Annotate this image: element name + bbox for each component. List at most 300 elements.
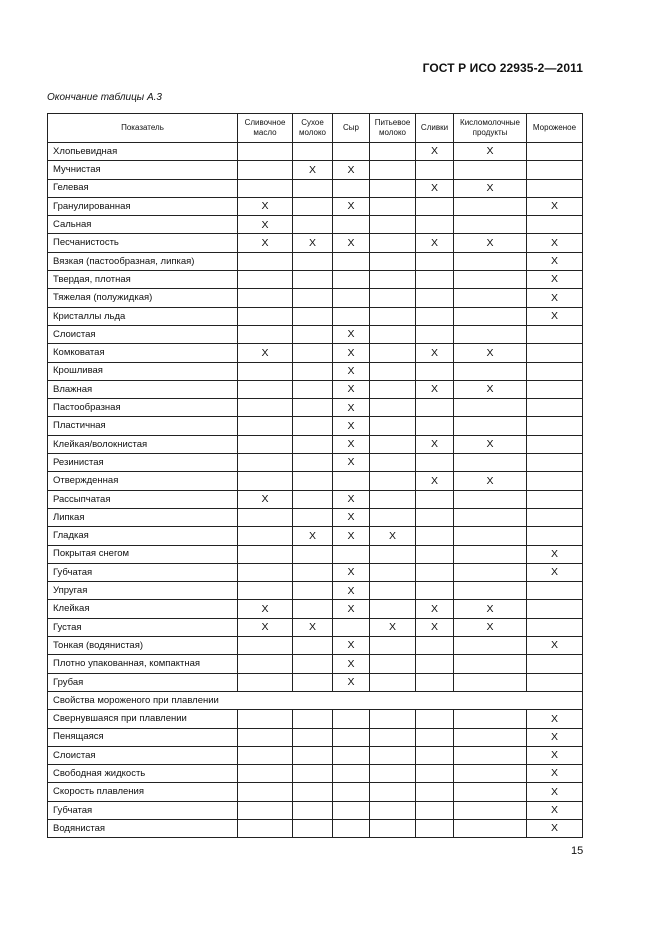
row-label: Слоистая [48, 325, 238, 343]
table-caption: Окончание таблицы А.3 [47, 92, 162, 103]
table-row [48, 179, 583, 197]
mark-cell [293, 325, 333, 343]
table-row [48, 563, 583, 581]
mark-cell [293, 673, 333, 691]
mark-cell [454, 765, 527, 783]
mark-cell: X [370, 527, 416, 545]
mark-cell: X [333, 362, 370, 380]
mark-cell [454, 637, 527, 655]
column-header-dry-milk: Сухое молоко [293, 114, 333, 143]
mark-cell [238, 563, 293, 581]
row-label: Упругая [48, 582, 238, 600]
mark-cell [527, 435, 583, 453]
mark-cell: X [454, 600, 527, 618]
table-row [48, 325, 583, 343]
mark-cell [454, 655, 527, 673]
mark-cell [416, 216, 454, 234]
mark-cell [527, 161, 583, 179]
table-row [48, 637, 583, 655]
mark-cell [416, 325, 454, 343]
table-row [48, 673, 583, 691]
table-row [48, 710, 583, 728]
mark-cell [238, 435, 293, 453]
mark-cell: X [333, 344, 370, 362]
mark-cell [238, 179, 293, 197]
mark-cell [416, 728, 454, 746]
mark-cell [293, 728, 333, 746]
mark-cell [293, 399, 333, 417]
row-label: Песчанистость [48, 234, 238, 252]
mark-cell: X [527, 710, 583, 728]
mark-cell [370, 307, 416, 325]
mark-cell [238, 362, 293, 380]
mark-cell [527, 417, 583, 435]
mark-cell [238, 673, 293, 691]
row-label: Крошливая [48, 362, 238, 380]
row-label: Твердая, плотная [48, 271, 238, 289]
mark-cell [527, 380, 583, 398]
mark-cell [238, 307, 293, 325]
mark-cell [238, 746, 293, 764]
mark-cell: X [333, 197, 370, 215]
mark-cell [370, 399, 416, 417]
mark-cell [293, 765, 333, 783]
mark-cell [238, 765, 293, 783]
mark-cell: X [416, 344, 454, 362]
mark-cell [293, 380, 333, 398]
mark-cell [370, 417, 416, 435]
mark-cell [454, 783, 527, 801]
mark-cell [416, 161, 454, 179]
table-row [48, 216, 583, 234]
table-row [48, 380, 583, 398]
mark-cell: X [333, 417, 370, 435]
table-row [48, 252, 583, 270]
mark-cell [370, 765, 416, 783]
table-row [48, 508, 583, 526]
mark-cell [416, 307, 454, 325]
row-label: Плотно упакованная, компактная [48, 655, 238, 673]
mark-cell [370, 801, 416, 819]
row-label: Пенящаяся [48, 728, 238, 746]
mark-cell: X [527, 783, 583, 801]
row-label: Клейкая/волокнистая [48, 435, 238, 453]
table-row [48, 783, 583, 801]
mark-cell [238, 655, 293, 673]
mark-cell [333, 783, 370, 801]
mark-cell [454, 454, 527, 472]
mark-cell [370, 545, 416, 563]
mark-cell [238, 801, 293, 819]
row-label: Гранулированная [48, 197, 238, 215]
mark-cell [238, 783, 293, 801]
mark-cell: X [238, 197, 293, 215]
mark-cell: X [333, 563, 370, 581]
table-row [48, 197, 583, 215]
mark-cell: X [238, 234, 293, 252]
mark-cell [333, 765, 370, 783]
row-label: Тонкая (водянистая) [48, 637, 238, 655]
mark-cell [293, 783, 333, 801]
row-label: Рассыпчатая [48, 490, 238, 508]
mark-cell [333, 801, 370, 819]
mark-cell [527, 362, 583, 380]
row-label: Комковатая [48, 344, 238, 362]
mark-cell: X [333, 454, 370, 472]
mark-cell: X [333, 600, 370, 618]
mark-cell [416, 490, 454, 508]
mark-cell [370, 454, 416, 472]
row-label: Скорость плавления [48, 783, 238, 801]
mark-cell: X [454, 472, 527, 490]
mark-cell: X [527, 252, 583, 270]
mark-cell: X [333, 435, 370, 453]
mark-cell [454, 545, 527, 563]
row-label: Клейкая [48, 600, 238, 618]
mark-cell [293, 216, 333, 234]
mark-cell: X [238, 216, 293, 234]
mark-cell: X [454, 380, 527, 398]
mark-cell: X [527, 307, 583, 325]
mark-cell [416, 252, 454, 270]
mark-cell [333, 289, 370, 307]
table-row [48, 161, 583, 179]
column-header-cheese: Сыр [333, 114, 370, 143]
mark-cell: X [333, 508, 370, 526]
table-row [48, 289, 583, 307]
table-row [48, 819, 583, 837]
row-label: Свободная жидкость [48, 765, 238, 783]
mark-cell [293, 417, 333, 435]
row-label: Свернувшаяся при плавлении [48, 710, 238, 728]
mark-cell [527, 325, 583, 343]
mark-cell: X [416, 179, 454, 197]
mark-cell [238, 325, 293, 343]
mark-cell: X [454, 143, 527, 161]
mark-cell [416, 545, 454, 563]
mark-cell [454, 417, 527, 435]
mark-cell: X [527, 271, 583, 289]
column-header-ice-cream: Мороженое [527, 114, 583, 143]
mark-cell: X [333, 527, 370, 545]
mark-cell [238, 472, 293, 490]
mark-cell [238, 454, 293, 472]
mark-cell [416, 582, 454, 600]
mark-cell [370, 325, 416, 343]
column-header-cream: Сливки [416, 114, 454, 143]
mark-cell: X [238, 344, 293, 362]
mark-cell [293, 307, 333, 325]
table-row [48, 618, 583, 636]
mark-cell [293, 490, 333, 508]
mark-cell [454, 399, 527, 417]
mark-cell [333, 710, 370, 728]
mark-cell [370, 655, 416, 673]
row-label: Липкая [48, 508, 238, 526]
mark-cell [293, 746, 333, 764]
mark-cell [416, 801, 454, 819]
mark-cell [238, 637, 293, 655]
row-label: Отвержденная [48, 472, 238, 490]
mark-cell [370, 179, 416, 197]
mark-cell [293, 344, 333, 362]
table-row [48, 143, 583, 161]
mark-cell [238, 819, 293, 837]
table-header-row [48, 114, 583, 143]
mark-cell [370, 435, 416, 453]
mark-cell [238, 545, 293, 563]
mark-cell [416, 508, 454, 526]
table-row [48, 435, 583, 453]
mark-cell [416, 637, 454, 655]
mark-cell [293, 179, 333, 197]
mark-cell: X [527, 545, 583, 563]
mark-cell: X [416, 472, 454, 490]
mark-cell [454, 508, 527, 526]
mark-cell [454, 746, 527, 764]
mark-cell [238, 710, 293, 728]
mark-cell [293, 655, 333, 673]
mark-cell [238, 143, 293, 161]
mark-cell: X [370, 618, 416, 636]
mark-cell [370, 362, 416, 380]
mark-cell: X [238, 490, 293, 508]
mark-cell [527, 655, 583, 673]
mark-cell [527, 344, 583, 362]
mark-cell [370, 143, 416, 161]
mark-cell: X [416, 143, 454, 161]
column-header-fermented: Кисломолочные продукты [454, 114, 527, 143]
table-row [48, 307, 583, 325]
mark-cell [527, 179, 583, 197]
mark-cell: X [527, 746, 583, 764]
mark-cell: X [527, 728, 583, 746]
mark-cell [333, 179, 370, 197]
table-row [48, 399, 583, 417]
table-row [48, 728, 583, 746]
mark-cell [527, 673, 583, 691]
mark-cell [238, 289, 293, 307]
mark-cell [370, 197, 416, 215]
mark-cell [416, 710, 454, 728]
mark-cell [293, 637, 333, 655]
mark-cell [293, 582, 333, 600]
mark-cell: X [527, 819, 583, 837]
mark-cell [293, 435, 333, 453]
column-header-butter: Сливочное масло [238, 114, 293, 143]
table-row [48, 527, 583, 545]
table-row [48, 271, 583, 289]
mark-cell: X [333, 380, 370, 398]
row-label: Сальная [48, 216, 238, 234]
mark-cell [293, 271, 333, 289]
mark-cell [416, 417, 454, 435]
mark-cell [454, 582, 527, 600]
column-header-drinking-milk: Питьевое молоко [370, 114, 416, 143]
mark-cell [293, 252, 333, 270]
mark-cell [416, 399, 454, 417]
mark-cell [527, 399, 583, 417]
mark-cell [454, 362, 527, 380]
mark-cell [527, 600, 583, 618]
mark-cell [370, 508, 416, 526]
mark-cell [293, 819, 333, 837]
table-row [48, 545, 583, 563]
page-number: 15 [571, 845, 584, 857]
mark-cell [416, 271, 454, 289]
mark-cell [293, 545, 333, 563]
column-header-indicator: Показатель [48, 114, 238, 143]
mark-cell [416, 197, 454, 215]
mark-cell [527, 143, 583, 161]
mark-cell [527, 216, 583, 234]
mark-cell: X [333, 325, 370, 343]
mark-cell [238, 380, 293, 398]
mark-cell [454, 307, 527, 325]
mark-cell [293, 710, 333, 728]
mark-cell: X [293, 527, 333, 545]
table-row [48, 454, 583, 472]
mark-cell [333, 618, 370, 636]
mark-cell [527, 472, 583, 490]
table-row [48, 600, 583, 618]
mark-cell [370, 728, 416, 746]
mark-cell [454, 819, 527, 837]
mark-cell [454, 527, 527, 545]
mark-cell [293, 508, 333, 526]
row-label: Покрытая снегом [48, 545, 238, 563]
table-row [48, 490, 583, 508]
mark-cell [454, 490, 527, 508]
mark-cell [333, 472, 370, 490]
mark-cell: X [238, 618, 293, 636]
mark-cell [370, 819, 416, 837]
mark-cell [370, 490, 416, 508]
mark-cell [454, 216, 527, 234]
mark-cell: X [527, 234, 583, 252]
mark-cell [527, 618, 583, 636]
mark-cell [293, 801, 333, 819]
mark-cell: X [416, 234, 454, 252]
row-label: Губчатая [48, 801, 238, 819]
mark-cell: X [293, 618, 333, 636]
mark-cell: X [454, 435, 527, 453]
mark-cell [416, 655, 454, 673]
mark-cell [370, 783, 416, 801]
mark-cell [333, 746, 370, 764]
mark-cell [416, 563, 454, 581]
mark-cell: X [454, 618, 527, 636]
mark-cell [416, 765, 454, 783]
mark-cell [416, 819, 454, 837]
mark-cell [293, 472, 333, 490]
row-label: Пластичная [48, 417, 238, 435]
section-title: Свойства мороженого при плавлении [48, 691, 583, 709]
mark-cell [454, 271, 527, 289]
mark-cell [333, 143, 370, 161]
mark-cell [416, 673, 454, 691]
mark-cell [416, 289, 454, 307]
mark-cell [370, 344, 416, 362]
mark-cell: X [416, 435, 454, 453]
mark-cell [293, 362, 333, 380]
properties-table [47, 113, 583, 838]
mark-cell [370, 216, 416, 234]
mark-cell: X [333, 234, 370, 252]
mark-cell: X [333, 490, 370, 508]
mark-cell: X [238, 600, 293, 618]
mark-cell [454, 801, 527, 819]
mark-cell [454, 710, 527, 728]
mark-cell: X [527, 289, 583, 307]
table-body [48, 143, 583, 838]
mark-cell [370, 472, 416, 490]
mark-cell [527, 508, 583, 526]
table-row [48, 765, 583, 783]
mark-cell: X [454, 234, 527, 252]
mark-cell [293, 600, 333, 618]
table-row [48, 746, 583, 764]
mark-cell [238, 527, 293, 545]
row-label: Кристаллы льда [48, 307, 238, 325]
mark-cell [454, 728, 527, 746]
mark-cell: X [527, 801, 583, 819]
mark-cell: X [416, 380, 454, 398]
mark-cell: X [333, 161, 370, 179]
table-row [48, 655, 583, 673]
row-label: Густая [48, 618, 238, 636]
mark-cell [370, 563, 416, 581]
mark-cell [416, 454, 454, 472]
row-label: Мучнистая [48, 161, 238, 179]
mark-cell [293, 289, 333, 307]
mark-cell [527, 490, 583, 508]
mark-cell: X [333, 399, 370, 417]
row-label: Тяжелая (полужидкая) [48, 289, 238, 307]
mark-cell: X [333, 582, 370, 600]
mark-cell [527, 527, 583, 545]
row-label: Водянистая [48, 819, 238, 837]
table-row [48, 362, 583, 380]
mark-cell [454, 563, 527, 581]
mark-cell [238, 252, 293, 270]
mark-cell [454, 673, 527, 691]
mark-cell [454, 161, 527, 179]
mark-cell: X [293, 234, 333, 252]
row-label: Влажная [48, 380, 238, 398]
mark-cell [370, 673, 416, 691]
mark-cell [333, 545, 370, 563]
mark-cell: X [293, 161, 333, 179]
mark-cell [293, 563, 333, 581]
mark-cell [238, 161, 293, 179]
table-row [48, 344, 583, 362]
mark-cell [370, 380, 416, 398]
row-label: Вязкая (пастообразная, липкая) [48, 252, 238, 270]
mark-cell [333, 819, 370, 837]
mark-cell [370, 252, 416, 270]
mark-cell [293, 197, 333, 215]
mark-cell: X [527, 765, 583, 783]
mark-cell [527, 582, 583, 600]
mark-cell: X [333, 655, 370, 673]
mark-cell [333, 252, 370, 270]
mark-cell [454, 325, 527, 343]
mark-cell [370, 600, 416, 618]
mark-cell: X [527, 563, 583, 581]
mark-cell [238, 508, 293, 526]
mark-cell: X [416, 618, 454, 636]
